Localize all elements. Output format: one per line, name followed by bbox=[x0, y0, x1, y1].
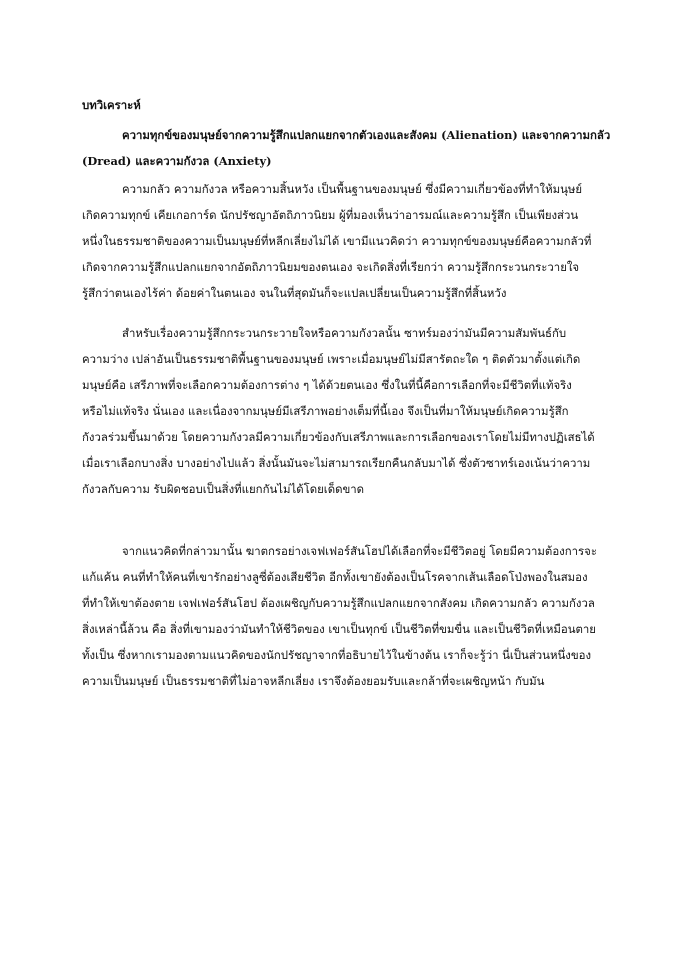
paragraph-line: กังวลร่วมขึ้นมาด้วย โดยความกังวลมีความเกี่ยวข้องกับเสรีภาพและการเลือกของเราโดยไม่มีทางปฏิเสธได้ bbox=[82, 430, 595, 444]
paragraph-line: ความเป็นมนุษย์ เป็นธรรมชาติที่ไม่อาจหลีกเลี่ยง เราจึงต้องยอมรับและกล้าที่จะเผชิญหน้า กับมัน bbox=[82, 674, 545, 688]
paragraph-line: ทั้งเป็น ซึ่งหากเรามองตามแนวคิดของนักปรัชญาจากที่อธิบายไว้ในข้างต้น เราก็จะรู้ว่า นี่เป็นส่วนหนึ่งของ bbox=[82, 648, 592, 662]
paragraph-line: แก้แค้น คนที่ทำให้คนที่เขารักอย่างลูซี่ต้องเสียชีวิต อีกทั้งเขายังต้องเป็นโรคจากเส้นเลือดโป่งพองในสมอง bbox=[82, 570, 588, 584]
paragraph-line: รู้สึกว่าตนเองไร้ค่า ด้อยค่าในตนเอง จนในที่สุดมันก็จะแปลเปลี่ยนเป็นความรู้สึกที่สิ้นหวัง bbox=[82, 286, 507, 300]
subtitle-line-2: (Dread) และความกังวล (Anxiety) bbox=[82, 154, 272, 168]
paragraph-line: กังวลกับความ รับผิดชอบเป็นสิ่งที่แยกกันไม่ได้โดยเด็ดขาด bbox=[82, 482, 365, 496]
paragraph-line: เมื่อเราเลือกบางสิ่ง บางอย่างไปแล้ว สิ่งนั้นมันจะไม่สามารถเรียกคืนกลับมาได้ ซึ่งตัวซาทร์เองเน้นว่าความ bbox=[82, 456, 591, 470]
paragraph-line: สิ่งเหล่านี้ล้วน คือ สิ่งที่เขามองว่ามันทำให้ชีวิตของ เขาเป็นทุกข์ เป็นชีวิตที่ขมขื่น และเป็นชีวิตที่เหมือนตาย bbox=[82, 622, 596, 636]
paragraph-line: หรือไม่แท้จริง นั่นเอง และเนื่องจากมนุษย์มีเสรีภาพอย่างเต็มที่นี้เอง จึงเป็นที่มาให้มนุษย์เกิดความรู้สึก bbox=[82, 404, 569, 418]
paragraph-line: หนึ่งในธรรมชาติของความเป็นมนุษย์ที่หลีกเลี่ยงไม่ได้ เขามีแนวคิดว่า ความทุกข์ของมนุษย์คือความกลัวที่ bbox=[82, 234, 592, 248]
paragraph-line: เกิดความทุกข์ เคียเกอการ์ด นักปรัชญาอัตถิภาวนิยม ผู้ที่มองเห็นว่าอารมณ์และความรู้สึก เป็นเพียงส่วน bbox=[82, 208, 579, 222]
paragraph-line: ที่ทำให้เขาต้องตาย เจฟเฟอร์สันโฮป ต้องเผชิญกับความรู้สึกแปลกแยกจากสังคม เกิดความกลัว ความกังวล bbox=[82, 596, 595, 610]
section-subtitle bbox=[82, 122, 611, 174]
paragraph-line: ความว่าง เปล่าอันเป็นธรรมชาติพื้นฐานของมนุษย์ เพราะเมื่อมนุษย์ไม่มีสารัตถะใด ๆ ติดตัวมาตั้งแต่เกิด bbox=[82, 352, 581, 366]
paragraph-3 bbox=[82, 538, 612, 694]
subtitle-line-1: ความทุกข์ของมนุษย์จากความรู้สึกแปลกแยกจากตัวเองและสังคม (Alienation) และจากความกลัว bbox=[122, 128, 611, 142]
paragraph-line: ความกลัว ความกังวล หรือความสิ้นหวัง เป็นพื้นฐานของมนุษย์ ซึ่งมีความเกี่ยวข้องที่ทำให้มนุษย์ bbox=[122, 182, 583, 196]
paragraph-line: สำหรับเรื่องความรู้สึกกระวนกระวายใจหรือความกังวลนั้น ซาทร์มองว่ามันมีความสัมพันธ์กับ bbox=[122, 326, 567, 340]
paragraph-line: เกิดจากความรู้สึกแปลกแยกจากอัตถิภาวนิยมของตนเอง จะเกิดสิ่งที่เรียกว่า ความรู้สึกกระวนกระวายใจ bbox=[82, 260, 580, 274]
section-heading: บทวิเคราะห์ bbox=[82, 98, 141, 112]
paragraph-line: มนุษย์คือ เสรีภาพที่จะเลือกความต้องการต่าง ๆ ได้ด้วยตนเอง ซึ่งในที่นี้คือการเลือกที่จะมีชีวิตที่แท้จริง bbox=[82, 378, 572, 392]
paragraph-line: จากแนวคิดที่กล่าวมานั้น ฆาตกรอย่างเจฟเฟอร์สันโฮปได้เลือกที่จะมีชีวิตอยู่ โดยมีความต้องการจะ bbox=[122, 544, 597, 558]
paragraph-1 bbox=[82, 176, 612, 306]
paragraph-2 bbox=[82, 320, 612, 502]
